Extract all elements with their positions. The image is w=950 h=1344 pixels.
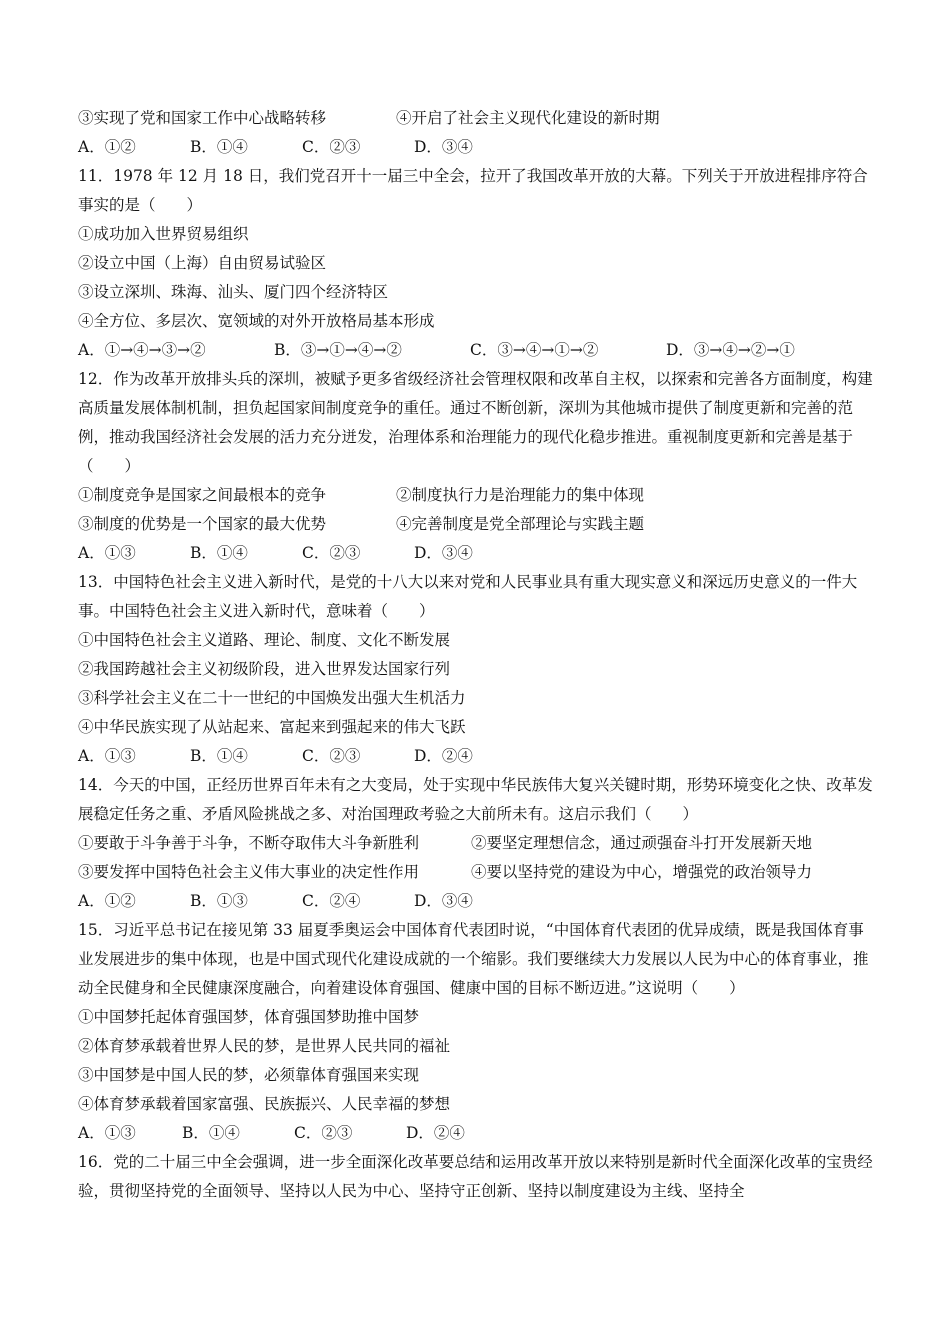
q14-item-3: ③要发挥中国特色社会主义伟大事业的决定性作用 — [78, 863, 420, 881]
q15-choices — [78, 1119, 873, 1148]
q12-item-2: ②制度执行力是治理能力的集中体现 — [396, 486, 645, 504]
q14-choices — [78, 887, 873, 916]
choice-b: B．①④ — [182, 1124, 240, 1142]
q14-item-2: ②要坚定理想信念，通过顽强奋斗打开发展新天地 — [471, 834, 813, 852]
choice-c: C．②③ — [294, 1124, 353, 1142]
choice-a: A．①② — [78, 138, 136, 156]
choice-c: C．③→④→①→② — [470, 341, 599, 359]
question-14-stem: 14．今天的中国，正经历世界百年未有之大变局，处于实现中华民族伟大复兴关键时期，形势环境变化之快、改革发展稳定任务之重、矛盾风险挑战之多、对治国理政考验之大前所未有。这启示我们（ ） — [78, 776, 873, 823]
q11-item-1: ①成功加入世界贸易组织 — [78, 225, 249, 243]
choice-a: A．①③ — [78, 747, 136, 765]
choice-b: B．①④ — [190, 544, 248, 562]
question-11-stem: 11．1978 年 12 月 18 日，我们党召开十一届三中全会，拉开了我国改革开放的大幕。下列关于开放进程排序符合事实的是（ ） — [78, 167, 868, 214]
q11-choices — [78, 336, 873, 365]
q13-item-3: ③科学社会主义在二十一世纪的中国焕发出强大生机活力 — [78, 689, 466, 707]
top-item-3: ③实现了党和国家工作中心战略转移 — [78, 109, 327, 127]
choice-d: D．③④ — [414, 892, 473, 910]
q13-item-4: ④中华民族实现了从站起来、富起来到强起来的伟大飞跃 — [78, 718, 466, 736]
choice-b: B．①④ — [190, 747, 248, 765]
q15-item-1: ①中国梦托起体育强国梦，体育强国梦助推中国梦 — [78, 1008, 420, 1026]
q11-item-3: ③设立深圳、珠海、汕头、厦门四个经济特区 — [78, 283, 389, 301]
choice-a: A．①→④→③→② — [78, 341, 206, 359]
q11-item-2: ②设立中国（上海）自由贸易试验区 — [78, 254, 327, 272]
choice-d: D．③④ — [414, 138, 473, 156]
q14-item-4: ④要以坚持党的建设为中心，增强党的政治领导力 — [471, 863, 813, 881]
choice-c: C．②③ — [302, 747, 361, 765]
choice-c: C．②③ — [302, 138, 361, 156]
choice-d: D．③→④→②→① — [666, 341, 795, 359]
q12-item-4: ④完善制度是党全部理论与实践主题 — [396, 515, 645, 533]
q15-item-2: ②体育梦承载着世界人民的梦，是世界人民共同的福祉 — [78, 1037, 451, 1055]
choice-b: B．①③ — [190, 892, 248, 910]
choice-d: D．②④ — [406, 1124, 465, 1142]
q15-item-4: ④体育梦承载着国家富强、民族振兴、人民幸福的梦想 — [78, 1095, 451, 1113]
top-item-4: ④开启了社会主义现代化建设的新时期 — [396, 109, 660, 127]
q13-choices — [78, 742, 873, 771]
q12-item-1: ①制度竞争是国家之间最根本的竞争 — [78, 486, 327, 504]
q14-items-row-1 — [78, 829, 873, 858]
q14-item-1: ①要敢于斗争善于斗争，不断夺取伟大斗争新胜利 — [78, 834, 420, 852]
q13-item-1: ①中国特色社会主义道路、理论、制度、文化不断发展 — [78, 631, 451, 649]
q13-item-2: ②我国跨越社会主义初级阶段，进入世界发达国家行列 — [78, 660, 451, 678]
top-items-row — [78, 104, 873, 133]
q14-items-row-2 — [78, 858, 873, 887]
choice-b: B．③→①→④→② — [274, 341, 402, 359]
choice-b: B．①④ — [190, 138, 248, 156]
choice-a: A．①③ — [78, 544, 136, 562]
question-13-stem: 13．中国特色社会主义进入新时代，是党的十八大以来对党和人民事业具有重大现实意义和深远历史意义的一件大事。中国特色社会主义进入新时代，意味着（ ） — [78, 573, 858, 620]
top-choices — [78, 133, 873, 162]
choice-d: D．③④ — [414, 544, 473, 562]
q12-items-row-1 — [78, 481, 873, 510]
question-16-stem: 16．党的二十届三中全会强调，进一步全面深化改革要总结和运用改革开放以来特别是新时代全面深化改革的宝贵经验，贯彻坚持党的全面领导、坚持以人民为中心、坚持守正创新、坚持以制度建设为主线、坚持全 — [78, 1153, 873, 1200]
q11-item-4: ④全方位、多层次、宽领域的对外开放格局基本形成 — [78, 312, 435, 330]
choice-a: A．①② — [78, 892, 136, 910]
exam-content — [78, 104, 873, 1206]
q15-item-3: ③中国梦是中国人民的梦，必须靠体育强国来实现 — [78, 1066, 420, 1084]
q12-item-3: ③制度的优势是一个国家的最大优势 — [78, 515, 327, 533]
question-15-stem: 15．习近平总书记在接见第 33 届夏季奥运会中国体育代表团时说，“中国体育代表团的优异成绩，既是我国体育事业发展进步的集中体现，也是中国式现代化建设成就的一个缩影。我们要继续大力发展以人民为中心的体育事业，推动全民健身和全民健康深度融合，向着建设体育强国、健康中国的目标不断迈进。”这说明（ ） — [78, 921, 869, 997]
question-12-stem: 12．作为改革开放排头兵的深圳，被赋予更多省级经济社会管理权限和改革自主权，以探索和完善各方面制度，构建高质量发展体制机制，担负起国家间制度竞争的重任。通过不断创新，深圳为其他城市提供了制度更新和完善的范例，推动我国经济社会发展的活力充分迸发，治理体系和治理能力的现代化稳步推进。重视制度更新和完善是基于（ ） — [78, 370, 873, 475]
choice-c: C．②④ — [302, 892, 361, 910]
choice-a: A．①③ — [78, 1124, 136, 1142]
q12-choices — [78, 539, 873, 568]
choice-c: C．②③ — [302, 544, 361, 562]
q12-items-row-2 — [78, 510, 873, 539]
choice-d: D．②④ — [414, 747, 473, 765]
